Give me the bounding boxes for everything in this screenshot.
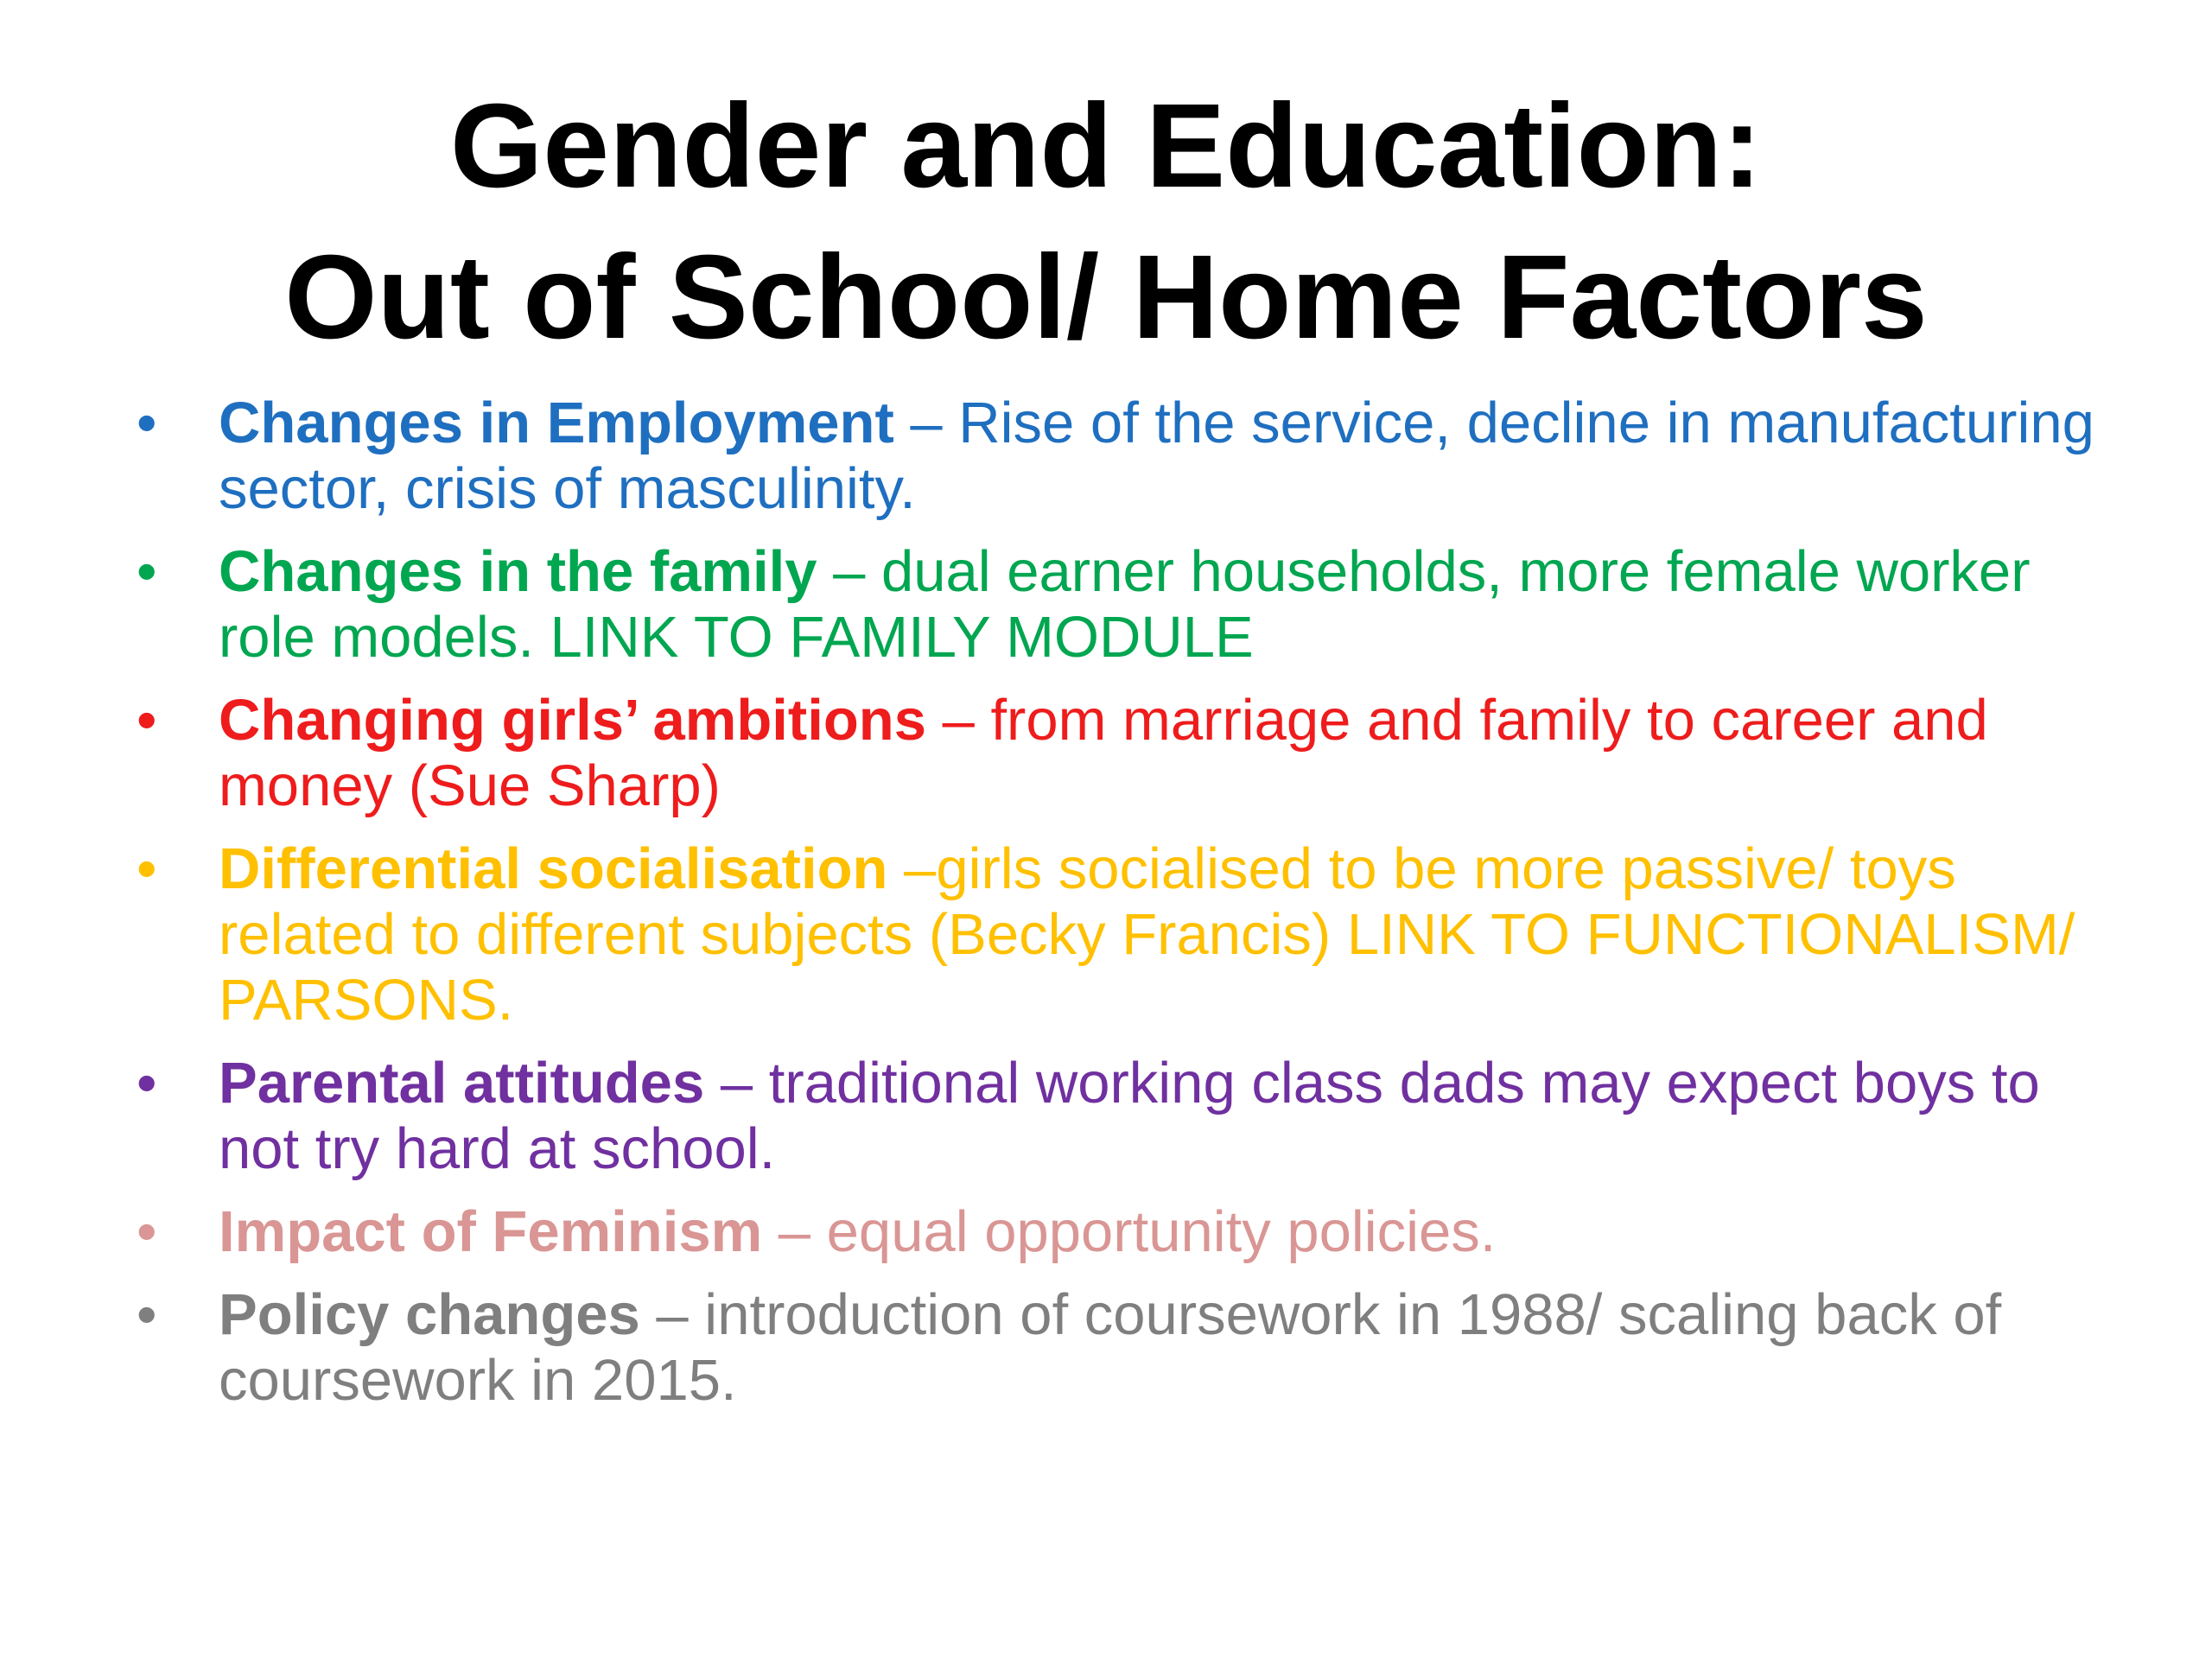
bullet-heading: Differential socialisation <box>219 836 888 901</box>
bullet-dot-icon: • <box>137 391 157 455</box>
bullet-item-family <box>0 539 2212 671</box>
bullet-dot-icon: • <box>137 1199 157 1264</box>
bullet-list <box>0 391 2212 1431</box>
bullet-body: – introduction of coursework in 1988/ scaling back of coursework in 2015. <box>219 1282 2002 1413</box>
bullet-item-socialisation <box>0 836 2212 1033</box>
bullet-body: – traditional working class dads may expect boys to not try hard at school. <box>219 1051 2040 1181</box>
bullet-dot-icon: • <box>137 688 157 753</box>
title-line-2: Out of School/ Home Factors <box>284 231 1928 364</box>
bullet-text <box>219 391 2100 522</box>
bullet-item-employment <box>0 391 2212 522</box>
bullet-body: – dual earner households, more female worker role models. LINK TO FAMILY MODULE <box>219 539 2031 670</box>
bullet-text <box>219 1282 2100 1414</box>
bullet-text <box>219 836 2100 1033</box>
bullet-item-girls-ambitions <box>0 688 2212 819</box>
bullet-body: – equal opportunity policies. <box>762 1199 1497 1264</box>
bullet-text <box>219 1199 2100 1265</box>
bullet-dot-icon: • <box>137 539 157 604</box>
bullet-text <box>219 539 2100 671</box>
bullet-heading: Parental attitudes <box>219 1051 705 1116</box>
bullet-dot-icon: • <box>137 1051 157 1116</box>
bullet-text <box>219 1051 2100 1182</box>
bullet-body: –girls socialised to be more passive/ toys related to different subjects (Becky Francis) LINK TO FUNCTIONALISM/ PARSONS. <box>219 836 2075 1033</box>
bullet-item-feminism <box>0 1199 2212 1265</box>
bullet-body: – Rise of the service, decline in manufacturing sector, crisis of masculinity. <box>219 391 2094 521</box>
slide-title <box>0 71 2212 373</box>
bullet-heading: Changing girls’ ambitions <box>219 688 926 753</box>
bullet-heading: Policy changes <box>219 1282 640 1347</box>
bullet-body: – from marriage and family to career and money (Sue Sharp) <box>219 688 1988 818</box>
bullet-heading: Changes in the family <box>219 539 817 604</box>
bullet-dot-icon: • <box>137 1282 157 1347</box>
bullet-item-parental-attitudes <box>0 1051 2212 1182</box>
title-line-1: Gender and Education: <box>449 79 1763 213</box>
bullet-heading: Changes in Employment <box>219 391 894 455</box>
bullet-heading: Impact of Feminism <box>219 1199 763 1264</box>
bullet-dot-icon: • <box>137 836 157 901</box>
bullet-item-policy-changes <box>0 1282 2212 1414</box>
bullet-text <box>219 688 2100 819</box>
